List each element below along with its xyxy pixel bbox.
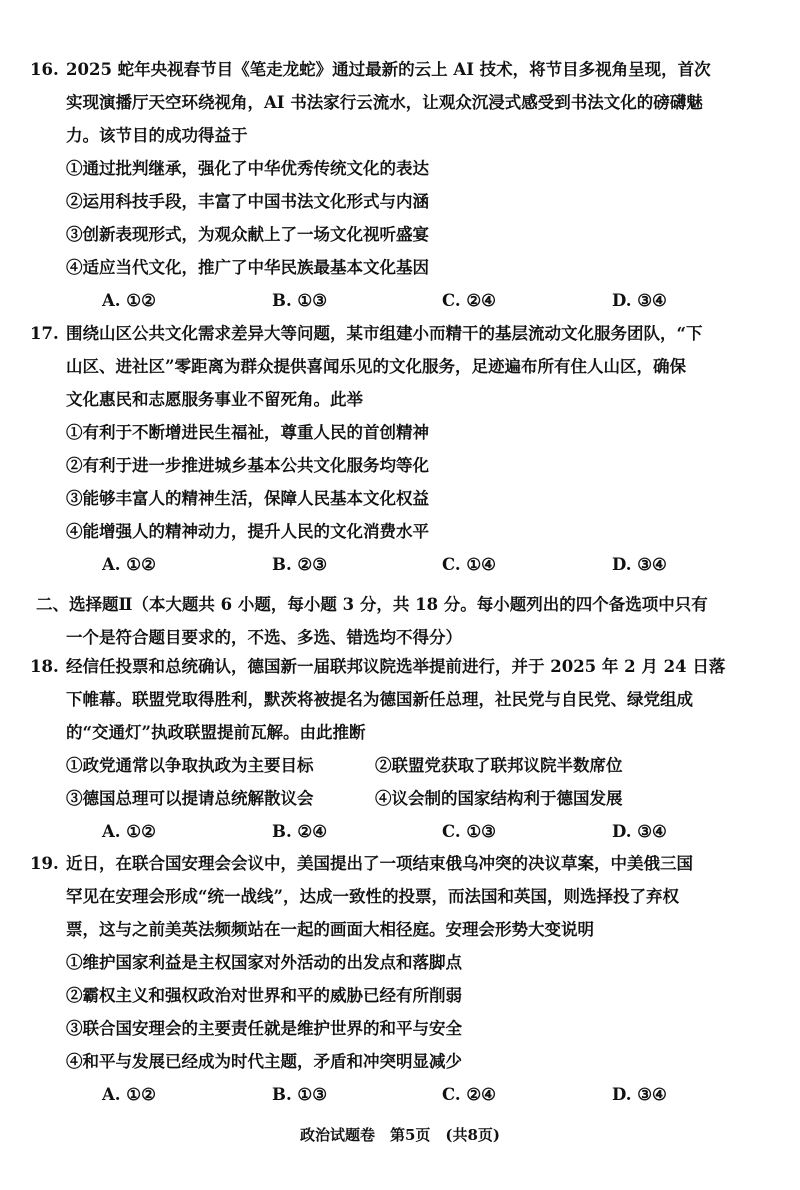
question-stem-line: 票，这与之前美英法频频站在一起的画面大相径庭。安理会形势大变说明 [66, 920, 594, 939]
choice-c: C. ①③ [442, 822, 496, 841]
question-stem-line: 山区、进社区”零距离为群众提供喜闻乐见的文化服务，足迹遍布所有住人山区，确保 [66, 357, 686, 376]
question-stem-line: 2025 蛇年央视春节目《笔走龙蛇》通过最新的云上 AI 技术，将节目多视角呈现，首次 [66, 60, 711, 79]
choice-b: B. ①③ [272, 1085, 328, 1104]
statement-3: ③创新表现形式，为观众献上了一场文化视听盛宴 [66, 225, 429, 244]
statement-4: ④议会制的国家结构利于德国发展 [375, 789, 623, 808]
statement-1: ①政党通常以争取执政为主要目标 [66, 756, 314, 775]
question-stem-line: 近日，在联合国安理会会议中，美国提出了一项结束俄乌冲突的决议草案，中美俄三国 [66, 854, 693, 873]
choice-d: D. ③④ [612, 291, 667, 310]
statement-2: ②运用科技手段，丰富了中国书法文化形式与内涵 [66, 192, 429, 211]
choice-d: D. ③④ [612, 822, 667, 841]
choice-d: D. ③④ [612, 555, 667, 574]
choice-a: A. ①② [102, 555, 156, 574]
question-number: 16. [30, 60, 59, 79]
choice-b: B. ②④ [272, 822, 328, 841]
question-stem-line: 力。该节目的成功得益于 [66, 126, 248, 145]
page-footer: 政治试题卷 第5页 (共8页) [299, 1126, 501, 1144]
section-heading: 二、选择题Ⅱ（本大题共 6 小题，每小题 3 分，共 18 分。每小题列出的四个备选项中只有 [36, 595, 708, 614]
question-stem-line: 实现演播厅天空环绕视角，AI 书法家行云流水，让观众沉浸式感受到书法文化的磅礴魅 [66, 93, 703, 112]
statement-4: ④适应当代文化，推广了中华民族最基本文化基因 [66, 258, 429, 277]
question-number: 18. [30, 657, 59, 676]
statement-4: ④能增强人的精神动力，提升人民的文化消费水平 [66, 522, 429, 541]
statement-3: ③能够丰富人的精神生活，保障人民基本文化权益 [66, 489, 429, 508]
statement-1: ①通过批判继承，强化了中华优秀传统文化的表达 [66, 159, 429, 178]
statement-3: ③德国总理可以提请总统解散议会 [66, 789, 314, 808]
choice-c: C. ①④ [442, 555, 496, 574]
question-stem-line: 的“交通灯”执政联盟提前瓦解。由此推断 [66, 723, 366, 742]
question-stem-line: 围绕山区公共文化需求差异大等问题，某市组建小而精干的基层流动文化服务团队，“下 [66, 324, 703, 343]
statement-2: ②联盟党获取了联邦议院半数席位 [375, 756, 623, 775]
choice-c: C. ②④ [442, 291, 496, 310]
statement-1: ①有利于不断增进民生福祉，尊重人民的首创精神 [66, 423, 429, 442]
choice-c: C. ②④ [442, 1085, 496, 1104]
question-stem-line: 下帷幕。联盟党取得胜利，默茨将被提名为德国新任总理，社民党与自民党、绿党组成 [66, 690, 693, 709]
statement-1: ①维护国家利益是主权国家对外活动的出发点和落脚点 [66, 953, 462, 972]
statement-4: ④和平与发展已经成为时代主题，矛盾和冲突明显减少 [66, 1052, 462, 1071]
statement-2: ②有利于进一步推进城乡基本公共文化服务均等化 [66, 456, 429, 475]
question-stem-line: 文化惠民和志愿服务事业不留死角。此举 [66, 390, 363, 409]
choice-a: A. ①② [102, 822, 156, 841]
choice-d: D. ③④ [612, 1085, 667, 1104]
section-heading-continued: 一个是符合题目要求的，不选、多选、错选均不得分） [66, 628, 462, 647]
choice-a: A. ①② [102, 1085, 156, 1104]
statement-3: ③联合国安理会的主要责任就是维护世界的和平与安全 [66, 1019, 462, 1038]
question-stem-line: 经信任投票和总统确认，德国新一届联邦议院选举提前进行，并于 2025 年 2 月 24 日落 [66, 657, 726, 676]
choice-b: B. ①③ [272, 291, 328, 310]
question-stem-line: 罕见在安理会形成“统一战线”，达成一致性的投票，而法国和英国，则选择投了弃权 [66, 887, 679, 906]
choice-a: A. ①② [102, 291, 156, 310]
question-number: 17. [30, 324, 59, 343]
statement-2: ②霸权主义和强权政治对世界和平的威胁已经有所削弱 [66, 986, 462, 1005]
question-number: 19. [30, 854, 59, 873]
choice-b: B. ②③ [272, 555, 328, 574]
